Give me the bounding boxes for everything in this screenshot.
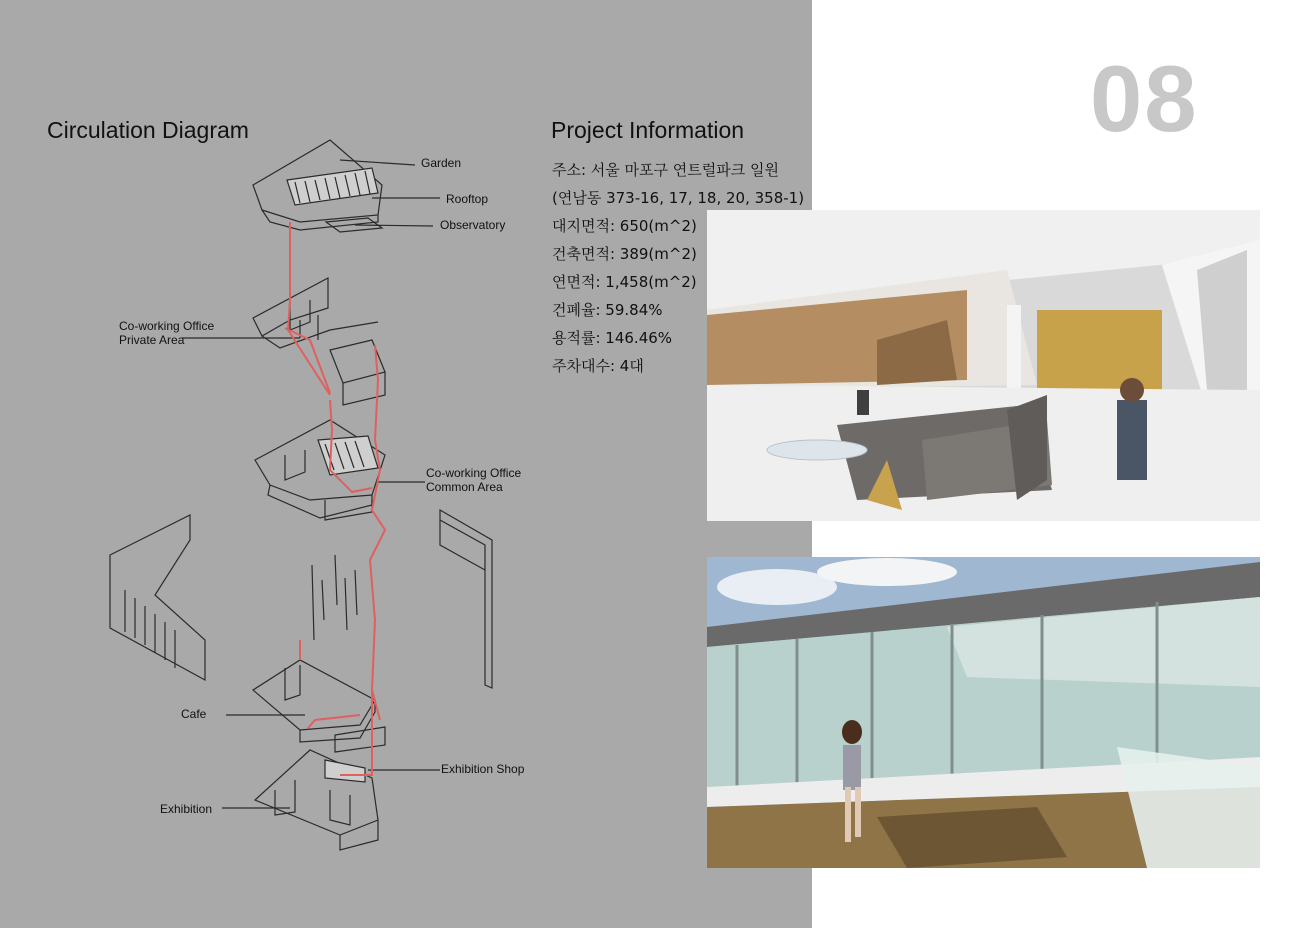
label-garden: Garden — [421, 156, 462, 170]
label-common-area — [426, 466, 521, 494]
info-gross-floor-area: 연면적: 1,458(m^2) — [552, 273, 697, 291]
label-private-line-1: Co-working Office — [119, 319, 215, 333]
info-lot-numbers: (연남동 373-16, 17, 18, 20, 358-1) — [552, 189, 805, 207]
info-site-area: 대지면적: 650(m^2) — [552, 217, 697, 235]
interior-lounge-render — [707, 210, 1260, 521]
exterior-glass-render — [707, 557, 1260, 868]
label-common-line-2: Common Area — [426, 480, 503, 494]
label-common-line-1: Co-working Office — [426, 466, 522, 480]
wall-panels — [110, 510, 492, 688]
label-cafe: Cafe — [181, 707, 207, 721]
label-exhibition: Exhibition — [160, 802, 213, 816]
label-observatory: Observatory — [440, 218, 506, 232]
exhibition-level — [222, 750, 440, 850]
page-number: 08 — [1090, 46, 1199, 151]
label-exhibition-shop: Exhibition Shop — [441, 762, 525, 776]
info-coverage-ratio: 건폐율: 59.84% — [552, 301, 663, 319]
info-parking: 주차대수: 4대 — [552, 357, 644, 375]
info-building-area: 건축면적: 389(m^2) — [552, 245, 697, 263]
circulation-diagram-title: Circulation Diagram — [47, 117, 249, 143]
label-private-area — [119, 319, 214, 347]
cafe-level — [226, 660, 385, 752]
common-area-level — [255, 420, 425, 520]
axonometric-floors — [110, 140, 492, 850]
label-private-line-2: Private Area — [119, 333, 185, 347]
rooftop-level — [253, 140, 440, 232]
project-information-title: Project Information — [551, 117, 745, 143]
info-address: 주소: 서울 마포구 연트럴파크 일원 — [552, 161, 779, 179]
info-floor-area-ratio: 용적률: 146.46% — [552, 329, 673, 347]
label-rooftop: Rooftop — [446, 192, 489, 206]
